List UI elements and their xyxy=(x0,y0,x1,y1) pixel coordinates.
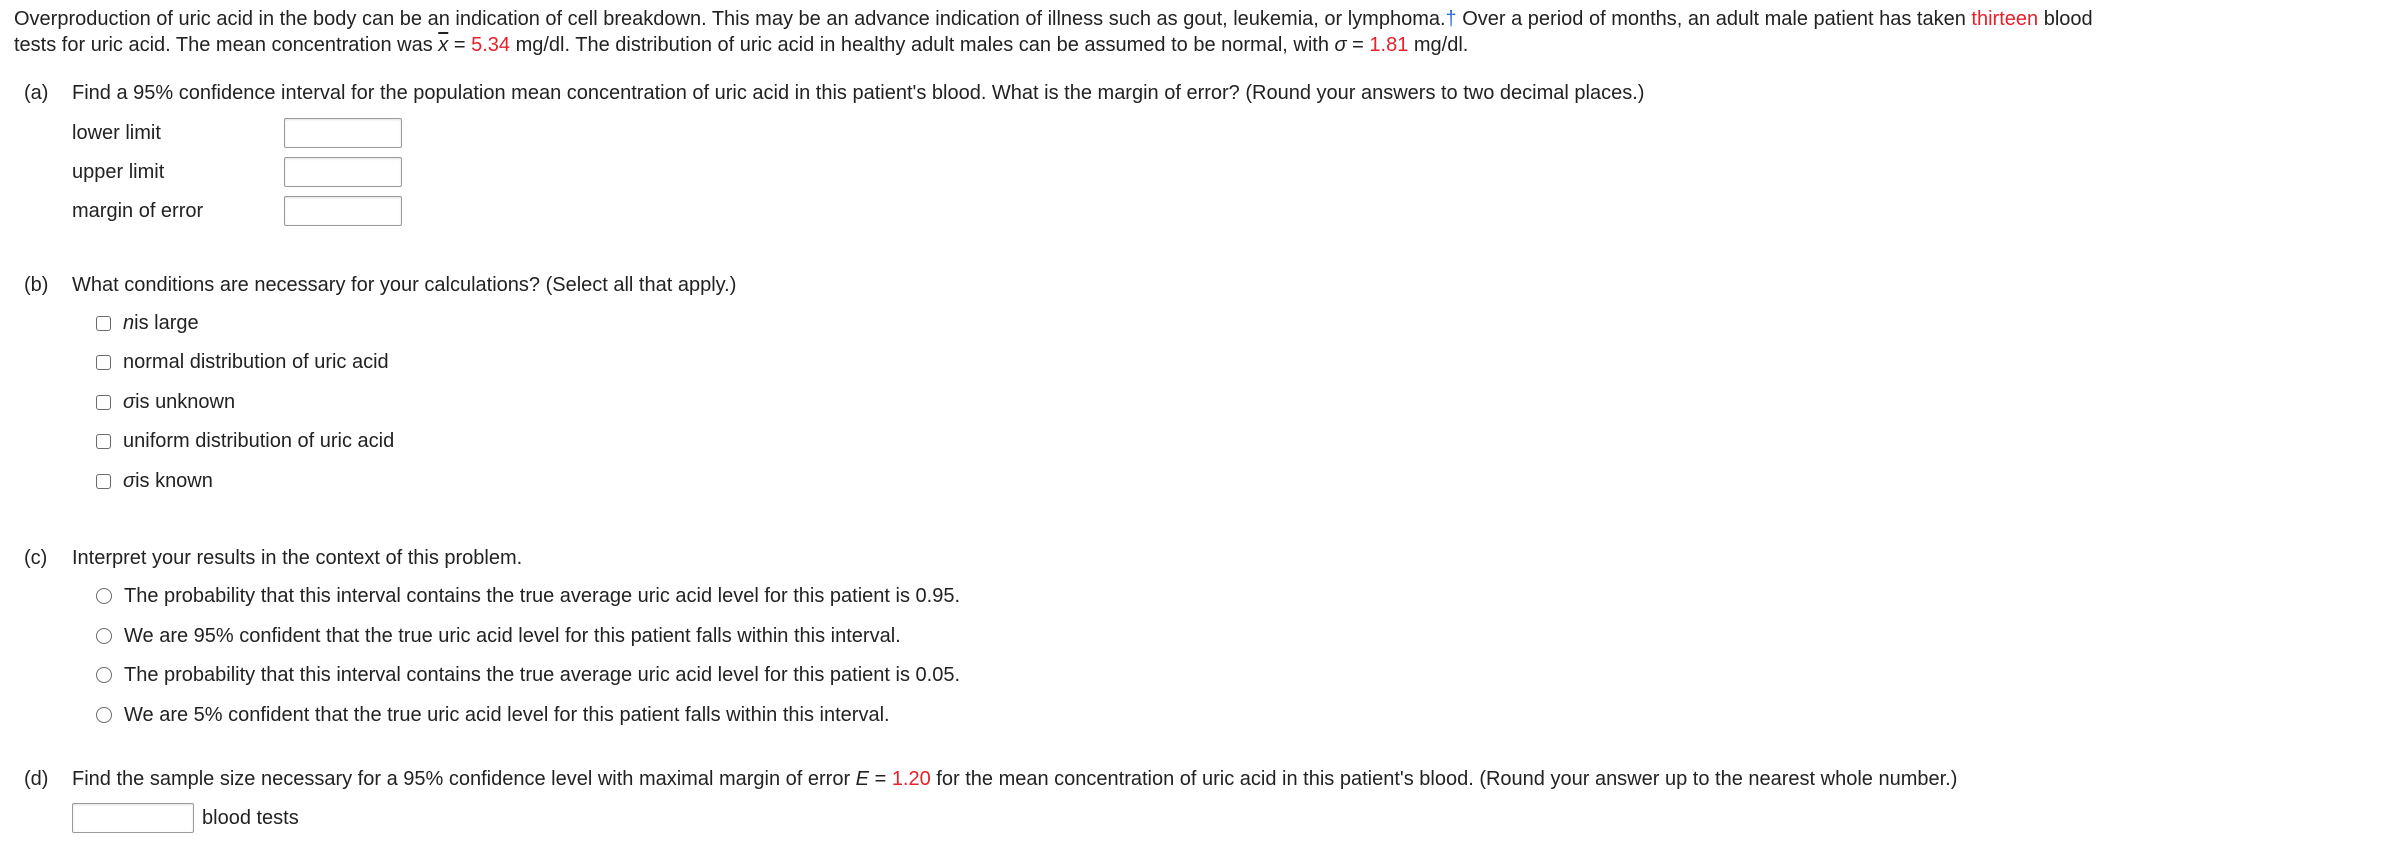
footnote-dagger-link[interactable]: † xyxy=(1445,8,1457,30)
option-label: The probability that this interval contains the true average uric acid level for this patient is 0.05. xyxy=(124,663,961,686)
lower-limit-input[interactable] xyxy=(284,118,402,148)
condition-option-normal[interactable] xyxy=(96,347,389,377)
interpretation-option-4[interactable] xyxy=(96,700,890,730)
sigma-symbol: σ xyxy=(123,390,136,413)
intro-text: Overproduction of uric acid in the body can be an indication of cell breakdown. This may be an advance indication of illness such as gout, leukemia, or lymphoma. xyxy=(14,8,1446,30)
intro-text: blood xyxy=(2038,8,2093,30)
lower-limit-row xyxy=(72,115,402,151)
option-label: uniform distribution of uric acid xyxy=(123,429,395,452)
part-letter: (a) xyxy=(24,82,49,104)
lower-limit-label: lower limit xyxy=(72,121,161,144)
part-letter: (b) xyxy=(24,274,49,296)
n-symbol: n xyxy=(123,311,135,334)
part-question-text: Find a 95% confidence interval for the population mean concentration of uric acid in this patient's blood. What is the margin of error? (Round your answers to two decimal places.) xyxy=(72,82,1645,104)
margin-of-error-input[interactable] xyxy=(284,196,402,226)
intro-text: mg/dl. The distribution of uric acid in healthy adult males can be assumed to be normal, with xyxy=(510,34,1335,56)
part-question-text: Interpret your results in the context of this problem. xyxy=(72,547,523,569)
part-letter: (d) xyxy=(24,768,49,790)
condition-option-sigma-known[interactable] xyxy=(96,466,213,496)
interpretation-option-1[interactable] xyxy=(96,581,960,611)
option-label: normal distribution of uric acid xyxy=(123,350,389,373)
part-letter: (c) xyxy=(24,547,48,569)
sample-size-input[interactable] xyxy=(72,803,194,833)
condition-option-uniform[interactable] xyxy=(96,426,394,456)
equals-sign: = xyxy=(448,34,472,56)
part-d-question xyxy=(24,766,1957,792)
margin-value: 1.20 xyxy=(891,768,931,790)
interpretation-option-3[interactable] xyxy=(96,660,960,690)
part-question-text xyxy=(72,766,1957,792)
question-text: Find the sample size necessary for a 95% confidence level with maximal margin of error xyxy=(72,768,856,790)
checkbox[interactable] xyxy=(96,355,111,370)
condition-option-sigma-unknown[interactable] xyxy=(96,387,235,417)
checkbox[interactable] xyxy=(96,474,111,489)
option-label: The probability that this interval contains the true average uric acid level for this patient is 0.95. xyxy=(124,584,961,607)
checkbox[interactable] xyxy=(96,434,111,449)
option-label: is unknown xyxy=(135,390,236,413)
upper-limit-input[interactable] xyxy=(284,157,402,187)
margin-of-error-row xyxy=(72,193,402,229)
sample-mean-value: 5.34 xyxy=(471,34,511,56)
radio-button[interactable] xyxy=(96,628,112,644)
intro-text: mg/dl. xyxy=(1408,34,1469,56)
checkbox[interactable] xyxy=(96,395,111,410)
sample-size-unit: blood tests xyxy=(202,806,299,829)
option-label: is known xyxy=(135,469,213,492)
margin-of-error-label: margin of error xyxy=(72,199,204,222)
sigma-value: 1.81 xyxy=(1369,34,1409,56)
interpretation-option-2[interactable] xyxy=(96,621,901,651)
radio-button[interactable] xyxy=(96,667,112,683)
option-label: We are 95% confident that the true uric acid level for this patient falls within this interval. xyxy=(124,624,901,647)
option-label: We are 5% confident that the true uric acid level for this patient falls within this interval. xyxy=(124,703,890,726)
upper-limit-label: upper limit xyxy=(72,160,165,183)
part-a-question xyxy=(24,80,1644,106)
part-question-text: What conditions are necessary for your calculations? (Select all that apply.) xyxy=(72,274,737,296)
intro-text: Over a period of months, an adult male patient has taken xyxy=(1456,8,1972,30)
part-b-question xyxy=(24,272,736,298)
condition-option-n-large[interactable] xyxy=(96,308,199,338)
sigma-symbol: σ xyxy=(1334,34,1347,56)
upper-limit-row xyxy=(72,154,402,190)
checkbox[interactable] xyxy=(96,316,111,331)
radio-button[interactable] xyxy=(96,707,112,723)
sample-count: thirteen xyxy=(1971,8,2039,30)
sample-size-row xyxy=(72,800,299,836)
sigma-symbol: σ xyxy=(123,469,136,492)
problem-statement xyxy=(14,6,2370,58)
part-c-question xyxy=(24,545,522,571)
e-symbol: E xyxy=(855,768,870,790)
radio-button[interactable] xyxy=(96,588,112,604)
question-text: for the mean concentration of uric acid in this patient's blood. (Round your answer up to the nearest whole number.) xyxy=(930,768,1958,790)
option-label: is large xyxy=(134,311,199,334)
equals-sign: = xyxy=(1346,34,1370,56)
xbar-symbol: $\overline{x}$ xyxy=(438,34,449,56)
intro-text: tests for uric acid. The mean concentration was xyxy=(14,34,439,56)
equals-sign: = xyxy=(869,768,892,790)
